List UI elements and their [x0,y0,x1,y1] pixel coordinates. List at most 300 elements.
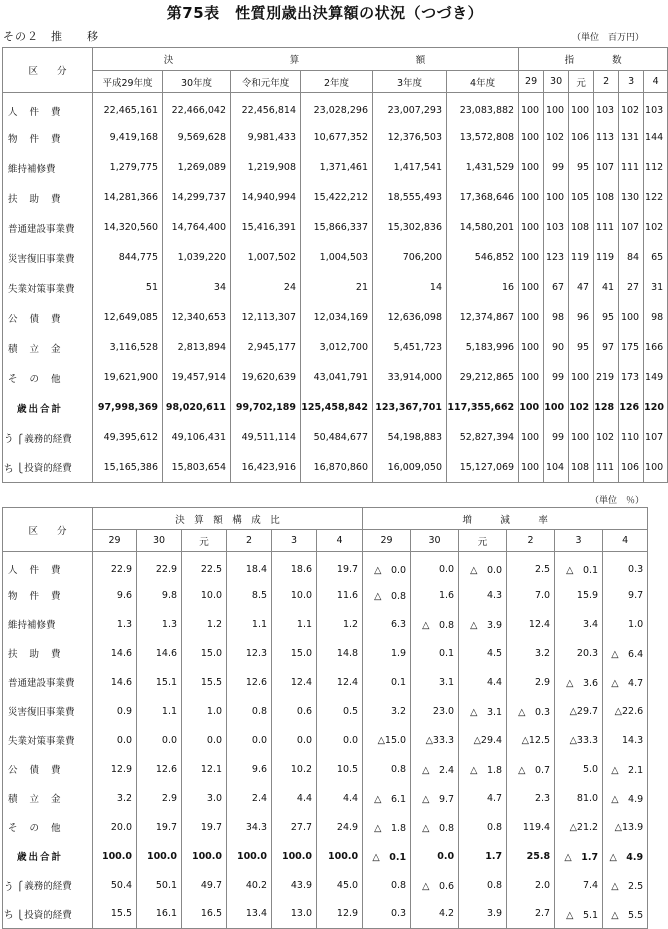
uchi-mark [3,453,15,483]
cell-values: 10,677,352 [301,123,373,153]
row-label: 災害復旧事業費 [3,697,93,726]
cell-ratio: 12.3 [227,639,272,668]
cell-index: 111 [594,453,619,483]
cell-ratio: 0.9 [93,697,137,726]
cell-change: △21.2 [555,813,603,842]
cell-values: 22,456,814 [231,93,301,123]
cell-change: 3.1 [411,668,459,697]
cell-ratio: 9.8 [137,581,182,610]
cell-change: 7.0 [507,581,555,610]
cell-index: 119 [594,243,619,273]
table-row [3,871,648,900]
row-label: 物件費 [3,123,93,153]
year-header: 4 [644,71,668,93]
cell-ratio: 43.9 [272,871,317,900]
cell-ratio: 14.6 [137,639,182,668]
year-header: 30 [137,530,182,552]
cell-ratio: 15.0 [272,639,317,668]
cell-index: 98 [544,303,569,333]
cell-index: 100 [519,213,544,243]
cell-ratio: 12.6 [227,668,272,697]
cell-ratio: 13.4 [227,900,272,929]
cell-index: 84 [619,243,644,273]
cell-index: 100 [519,303,544,333]
cell-ratio: 1.0 [182,697,227,726]
cell-change: 3.9 [459,900,507,929]
cell-index: 111 [594,213,619,243]
year-header: 30年度 [163,71,231,93]
unit-label-table1: （単位 百万円） [571,33,644,43]
cell-values: 125,458,842 [301,393,373,423]
row-label: 歳出合計 [3,842,93,871]
cell-ratio: 100.0 [93,842,137,871]
cell-change: 9.7 [603,581,648,610]
cell-change: △ 0.7 [507,755,555,784]
cell-change: 119.4 [507,813,555,842]
table-row [3,153,668,183]
cell-index: 100 [569,363,594,393]
row-label: 歳出合計 [3,393,93,423]
table-row [3,93,668,123]
cell-change: △ 5.1 [555,900,603,929]
cell-values: 16,423,916 [231,453,301,483]
cell-values: 19,620,639 [231,363,301,393]
cell-index: 31 [644,273,668,303]
row-label-text: 投資的経費 [24,909,72,921]
cell-ratio: 100.0 [182,842,227,871]
cell-change: 2.9 [507,668,555,697]
cell-ratio: 15.0 [182,639,227,668]
table-row [3,273,668,303]
cell-values: 1,004,503 [301,243,373,273]
header-kubun: 区 分 [3,48,93,93]
cell-index: 97 [594,333,619,363]
cell-ratio: 19.7 [317,552,363,581]
cell-index: 113 [594,123,619,153]
cell-values: 14,299,737 [163,183,231,213]
cell-change: △ 1.8 [363,813,411,842]
cell-ratio: 12.9 [317,900,363,929]
cell-index: 144 [644,123,668,153]
cell-change: △ 6.1 [363,784,411,813]
cell-index: 102 [544,123,569,153]
cell-change: 4.7 [459,784,507,813]
cell-change: 25.8 [507,842,555,871]
cell-index: 107 [619,213,644,243]
cell-ratio: 100.0 [227,842,272,871]
cell-ratio: 100.0 [317,842,363,871]
cell-change: △15.0 [363,726,411,755]
row-label: 人件費 [3,552,93,581]
cell-values: 9,981,433 [231,123,301,153]
cell-values: 1,417,541 [373,153,447,183]
cell-index: 100 [519,273,544,303]
table-row [3,303,668,333]
cell-ratio: 0.5 [317,697,363,726]
cell-ratio: 10.2 [272,755,317,784]
cell-index: 108 [594,183,619,213]
cell-change: 1.6 [411,581,459,610]
cell-values: 23,083,882 [447,93,519,123]
cell-change: △ 3.9 [459,610,507,639]
cell-index: 100 [519,93,544,123]
cell-ratio: 22.9 [137,552,182,581]
year-header: 29 [363,530,411,552]
cell-index: 104 [544,453,569,483]
cell-ratio: 50.1 [137,871,182,900]
cell-values: 49,511,114 [231,423,301,453]
cell-ratio: 10.5 [317,755,363,784]
cell-index: 99 [544,153,569,183]
header-ratio: 決 算 額 構 成 比 [93,508,363,530]
cell-change: △ 2.5 [603,871,648,900]
row-label: 維持補修費 [3,610,93,639]
cell-values: 49,106,431 [163,423,231,453]
cell-ratio: 15.5 [93,900,137,929]
cell-ratio: 100.0 [137,842,182,871]
cell-values: 117,355,662 [447,393,519,423]
year-header: 29 [93,530,137,552]
cell-index: 100 [519,243,544,273]
cell-index: 107 [644,423,668,453]
cell-values: 22,466,042 [163,93,231,123]
cell-index: 105 [569,183,594,213]
cell-ratio: 12.6 [137,755,182,784]
cell-ratio: 1.1 [227,610,272,639]
table-row [3,813,648,842]
cell-values: 1,007,502 [231,243,301,273]
cell-index: 173 [619,363,644,393]
year-header: 4年度 [447,71,519,93]
cell-index: 106 [569,123,594,153]
cell-index: 100 [519,423,544,453]
table-row [3,842,648,871]
cell-ratio: 4.4 [272,784,317,813]
year-header: 2 [227,530,272,552]
cell-ratio: 15.5 [182,668,227,697]
cell-index: 175 [619,333,644,363]
cell-values: 15,165,386 [93,453,163,483]
cell-index: 99 [544,363,569,393]
cell-change: △22.6 [603,697,648,726]
cell-ratio: 27.7 [272,813,317,842]
cell-change: 0.1 [363,668,411,697]
table-row [3,552,648,581]
cell-ratio: 2.4 [227,784,272,813]
cell-index: 130 [619,183,644,213]
cell-ratio: 10.0 [182,581,227,610]
cell-change: 6.3 [363,610,411,639]
cell-values: 1,219,908 [231,153,301,183]
cell-values: 12,340,653 [163,303,231,333]
cell-values: 12,649,085 [93,303,163,333]
cell-index: 131 [619,123,644,153]
table-row [3,668,648,697]
cell-index: 100 [619,303,644,333]
cell-values: 2,813,894 [163,333,231,363]
row-label: 積立金 [3,784,93,813]
uchi-char: う [3,434,14,445]
cell-index: 106 [619,453,644,483]
row-label-text: 義務的経費 [24,433,72,445]
cell-change: 2.0 [507,871,555,900]
cell-index: 41 [594,273,619,303]
row-label: 普通建設事業費 [3,668,93,697]
cell-change: 15.9 [555,581,603,610]
cell-values: 546,852 [447,243,519,273]
cell-values: 12,636,098 [373,303,447,333]
cell-ratio: 0.0 [317,726,363,755]
cell-change: △ 4.9 [603,784,648,813]
cell-index: 103 [644,93,668,123]
cell-index: 100 [519,453,544,483]
cell-index: 119 [569,243,594,273]
cell-ratio: 12.4 [317,668,363,697]
cell-change: △ 0.8 [411,813,459,842]
row-label-text: 義務的経費 [24,881,72,892]
table-row [3,363,668,393]
cell-index: 219 [594,363,619,393]
row-label: 扶助費 [3,183,93,213]
cell-index: 96 [569,303,594,333]
cell-change: 0.0 [411,552,459,581]
cell-values: 12,034,169 [301,303,373,333]
table-row [3,423,668,453]
header-kubun: 区 分 [3,508,93,552]
cell-change: △ 0.6 [411,871,459,900]
cell-ratio: 18.6 [272,552,317,581]
cell-index: 102 [619,93,644,123]
cell-values: 43,041,791 [301,363,373,393]
table-row [3,243,668,273]
year-header: 2 [594,71,619,93]
cell-change: 1.0 [603,610,648,639]
cell-index: 90 [544,333,569,363]
cell-change: 1.7 [459,842,507,871]
table-settlement-amount [2,47,668,483]
cell-values: 54,198,883 [373,423,447,453]
cell-values: 123,367,701 [373,393,447,423]
cell-change: 4.2 [411,900,459,929]
table-row [3,697,648,726]
cell-ratio: 1.1 [137,697,182,726]
cell-values: 12,374,867 [447,303,519,333]
cell-change: 23.0 [411,697,459,726]
cell-index: 98 [644,303,668,333]
table-row [3,639,648,668]
cell-index: 149 [644,363,668,393]
cell-change: △ 0.1 [363,842,411,871]
header-amount: 決 算 額 [93,48,519,71]
table-row [3,453,668,483]
brace-icon: ⎧ [16,434,24,445]
year-header: 元 [569,71,594,93]
cell-change: △13.9 [603,813,648,842]
cell-change: △ 0.0 [459,552,507,581]
cell-change: 0.8 [459,813,507,842]
table-row [3,333,668,363]
cell-change: 20.3 [555,639,603,668]
cell-ratio: 34.3 [227,813,272,842]
cell-ratio: 12.9 [93,755,137,784]
cell-change: 0.8 [363,755,411,784]
cell-ratio: 0.0 [137,726,182,755]
cell-ratio: 16.5 [182,900,227,929]
cell-change: △ 4.7 [603,668,648,697]
cell-values: 844,775 [93,243,163,273]
cell-values: 15,302,836 [373,213,447,243]
cell-ratio: 12.4 [272,668,317,697]
cell-index: 100 [519,333,544,363]
cell-change: △29.4 [459,726,507,755]
row-label: 普通建設事業費 [3,213,93,243]
row-label: 人件費 [3,93,93,123]
cell-ratio: 22.9 [93,552,137,581]
cell-values: 14,580,201 [447,213,519,243]
table-row [3,393,668,423]
cell-index: 122 [644,183,668,213]
table-composition-change [2,507,648,929]
cell-change: △ 4.9 [603,842,648,871]
cell-values: 1,279,775 [93,153,163,183]
cell-change: 2.3 [507,784,555,813]
cell-values: 15,803,654 [163,453,231,483]
cell-index: 108 [569,453,594,483]
cell-index: 111 [619,153,644,183]
cell-ratio: 2.9 [137,784,182,813]
year-header: 2 [507,530,555,552]
row-label: 失業対策事業費 [3,273,93,303]
cell-ratio: 14.8 [317,639,363,668]
cell-index: 108 [569,213,594,243]
cell-index: 110 [619,423,644,453]
year-header: 2年度 [301,71,373,93]
cell-values: 2,945,177 [231,333,301,363]
cell-ratio: 1.2 [182,610,227,639]
cell-change: 2.5 [507,552,555,581]
row-label: 失業対策事業費 [3,726,93,755]
year-header: 3 [555,530,603,552]
cell-change: △ 5.5 [603,900,648,929]
page-title: 第75表 性質別歳出決算額の状況（つづき） [166,4,484,22]
cell-values: 9,419,168 [93,123,163,153]
cell-index: 102 [569,393,594,423]
cell-ratio: 0.6 [272,697,317,726]
cell-values: 1,039,220 [163,243,231,273]
table-row [3,726,648,755]
cell-ratio: 0.8 [227,697,272,726]
cell-values: 706,200 [373,243,447,273]
cell-values: 3,116,528 [93,333,163,363]
cell-change: 4.3 [459,581,507,610]
table-row [3,213,668,243]
cell-values: 50,484,677 [301,423,373,453]
cell-change: 3.2 [363,697,411,726]
cell-change: 0.3 [363,900,411,929]
cell-change: 0.1 [411,639,459,668]
row-label [15,453,93,483]
cell-change: △33.3 [555,726,603,755]
cell-index: 102 [644,213,668,243]
cell-ratio: 19.7 [182,813,227,842]
row-label: 維持補修費 [3,153,93,183]
cell-values: 1,431,529 [447,153,519,183]
cell-values: 16 [447,273,519,303]
cell-change: △ 0.8 [411,610,459,639]
cell-change: △ 6.4 [603,639,648,668]
cell-change: △ 2.4 [411,755,459,784]
uchi-mark [3,423,15,453]
cell-index: 166 [644,333,668,363]
year-header: 元 [459,530,507,552]
row-label [15,871,93,900]
cell-index: 99 [544,423,569,453]
year-header: 3 [272,530,317,552]
cell-ratio: 0.0 [93,726,137,755]
cell-index: 103 [544,213,569,243]
cell-ratio: 1.3 [93,610,137,639]
uchi-char: ち [3,910,14,922]
cell-index: 95 [569,153,594,183]
cell-ratio: 9.6 [227,755,272,784]
cell-ratio: 100.0 [272,842,317,871]
cell-change: 4.4 [459,668,507,697]
cell-index: 47 [569,273,594,303]
row-label: その他 [3,363,93,393]
cell-index: 100 [544,393,569,423]
table-row [3,900,648,929]
cell-ratio: 3.2 [93,784,137,813]
cell-values: 14,281,366 [93,183,163,213]
row-label [15,423,93,453]
cell-values: 16,009,050 [373,453,447,483]
cell-values: 19,457,914 [163,363,231,393]
cell-index: 100 [644,453,668,483]
uchi-mark [3,900,15,929]
table-row [3,123,668,153]
cell-values: 52,827,394 [447,423,519,453]
cell-change: △33.3 [411,726,459,755]
cell-change: 3.2 [507,639,555,668]
cell-values: 12,113,307 [231,303,301,333]
cell-change: 3.4 [555,610,603,639]
cell-values: 22,465,161 [93,93,163,123]
cell-values: 1,371,461 [301,153,373,183]
cell-ratio: 1.2 [317,610,363,639]
cell-values: 12,376,503 [373,123,447,153]
section-subtitle: その２ 推 移 [3,30,99,43]
row-label: 積立金 [3,333,93,363]
cell-values: 98,020,611 [163,393,231,423]
cell-change: 0.0 [411,842,459,871]
year-header: 令和元年度 [231,71,301,93]
cell-index: 67 [544,273,569,303]
cell-ratio: 3.0 [182,784,227,813]
uchi-char: う [3,881,14,893]
brace-icon: ⎧ [16,882,24,892]
cell-index: 95 [594,303,619,333]
cell-ratio: 10.0 [272,581,317,610]
table-row [3,755,648,784]
uchi-mark [3,871,15,900]
cell-values: 17,368,646 [447,183,519,213]
cell-values: 14,940,994 [231,183,301,213]
cell-ratio: 11.6 [317,581,363,610]
year-header: 30 [411,530,459,552]
cell-index: 95 [569,333,594,363]
cell-values: 9,569,628 [163,123,231,153]
year-header: 4 [603,530,648,552]
